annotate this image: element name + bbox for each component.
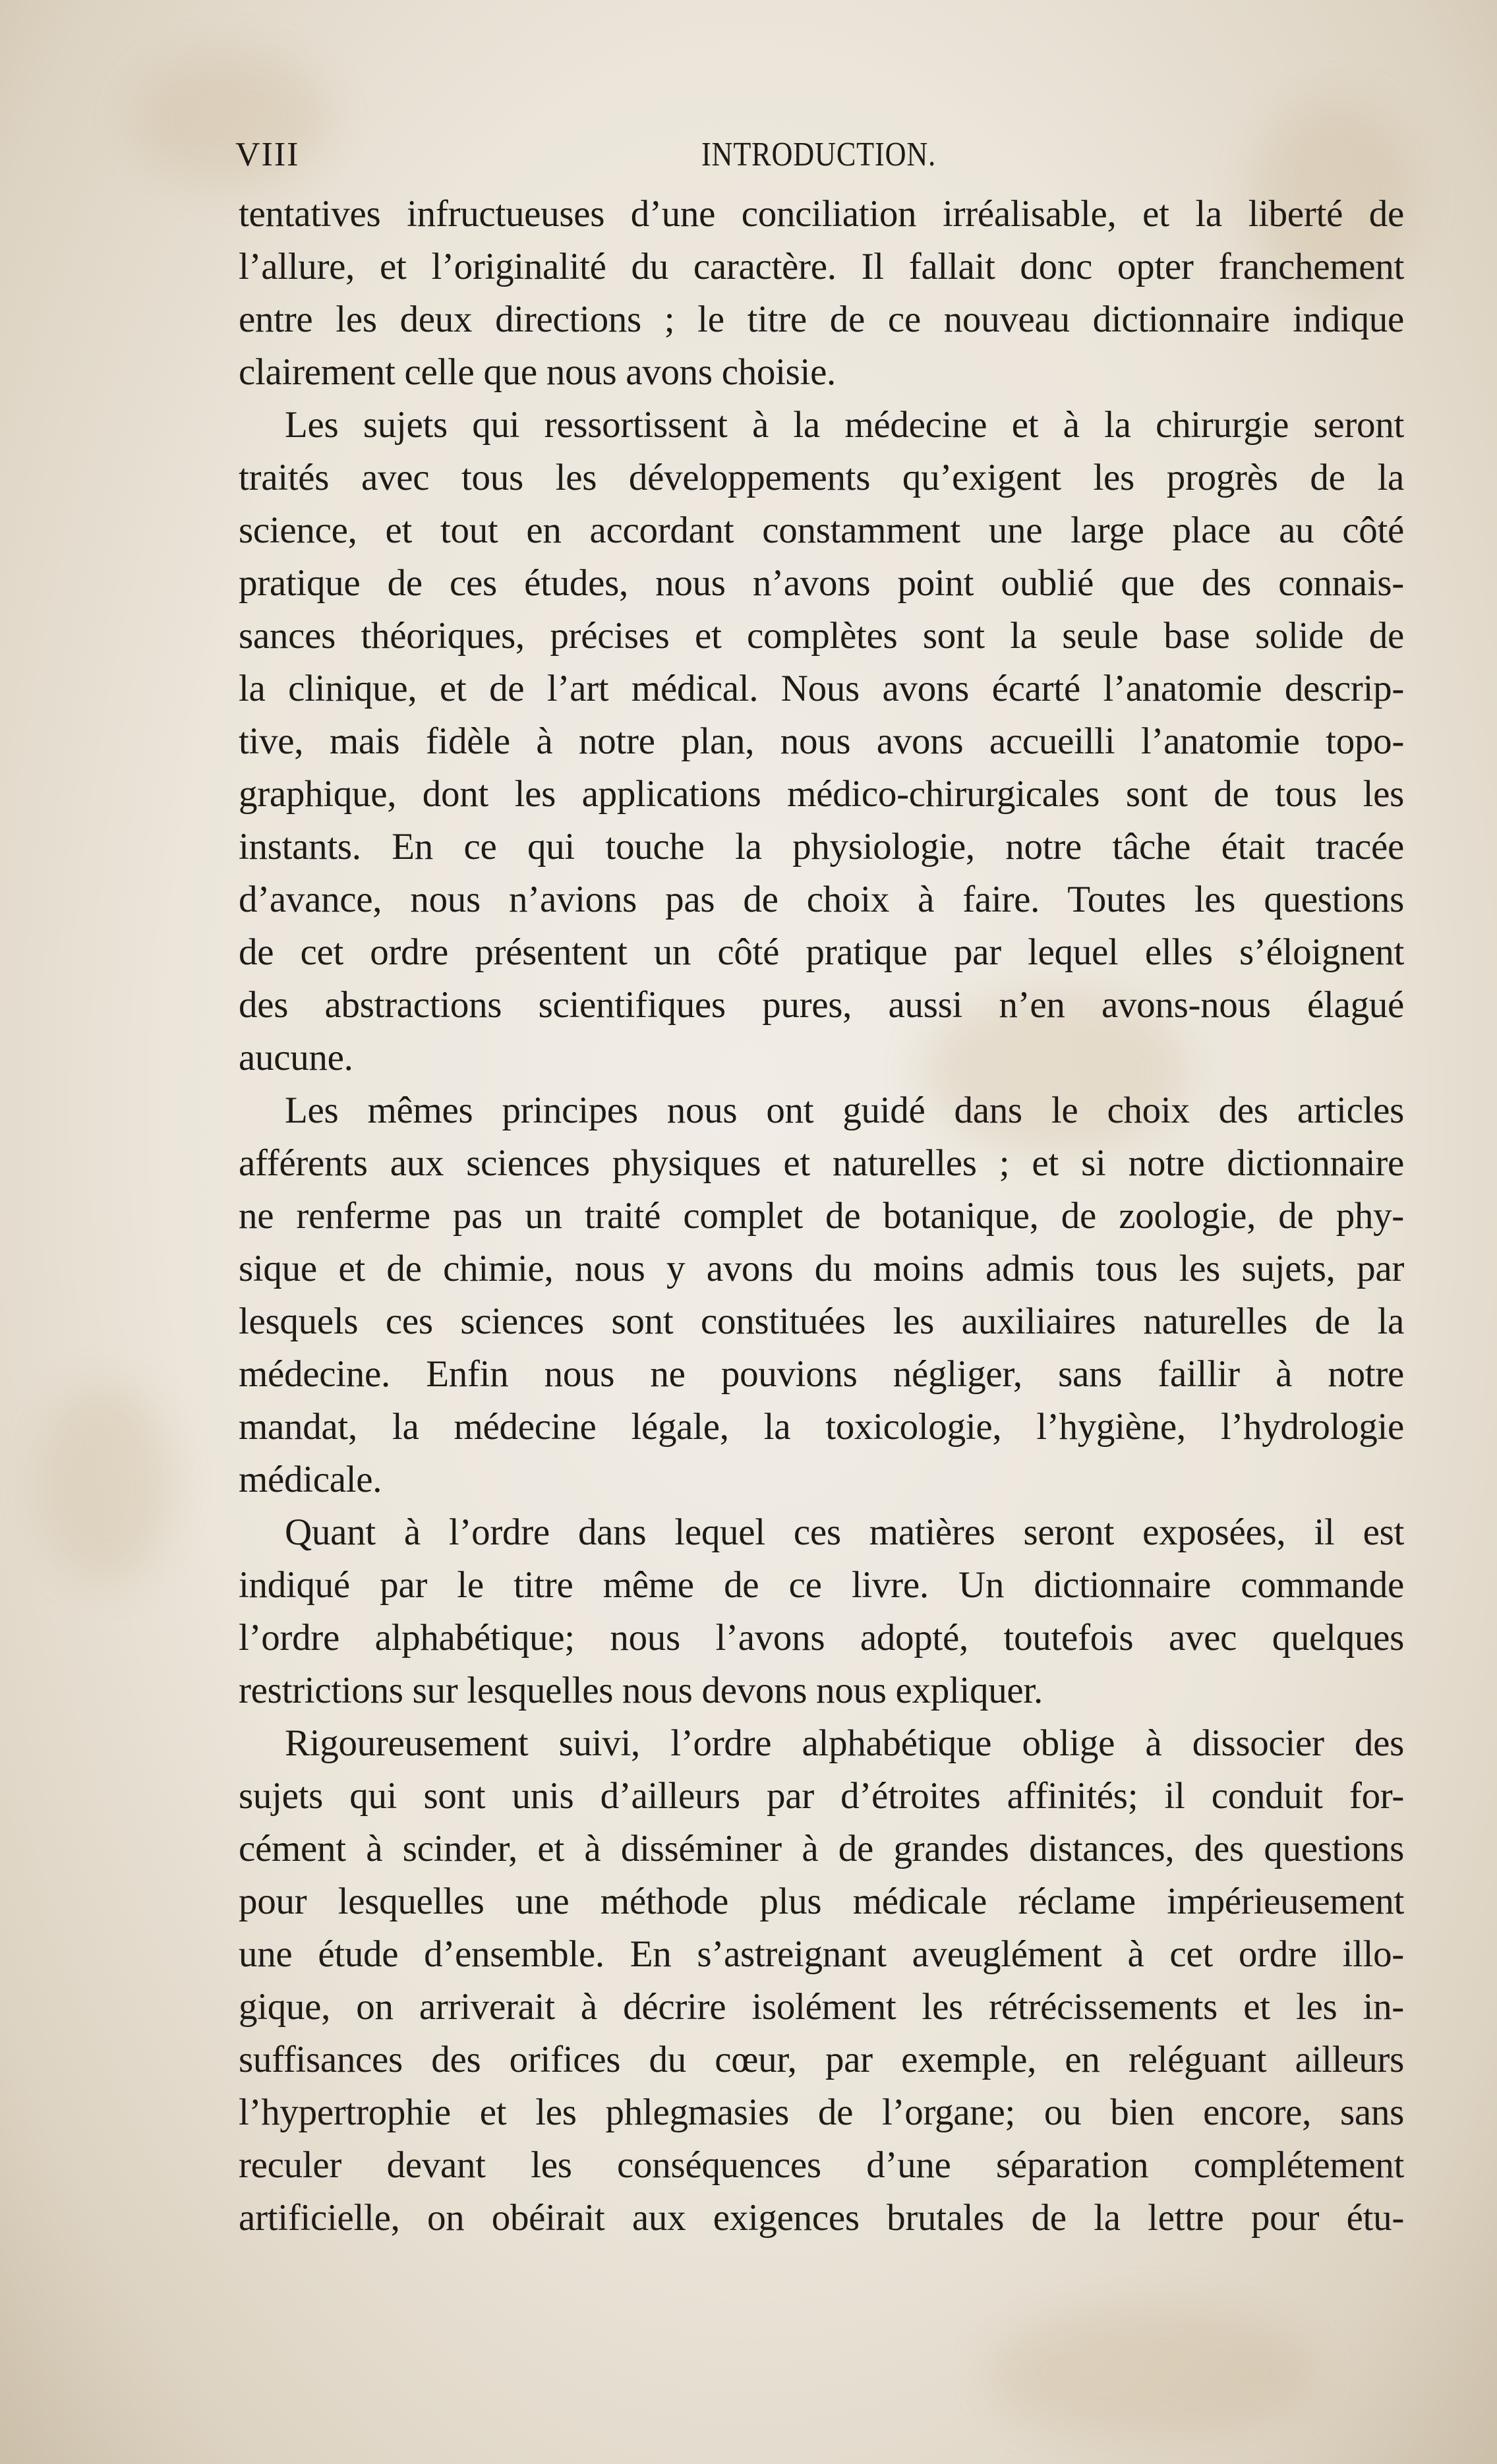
page-body-text [239,188,1404,2244]
text-line: afférents aux sciences physiques et naturelles ; et si notre dictionnaire [239,1142,1404,1184]
text-line: des abstractions scientifiques pures, aussi n’en avons-nous élagué [239,984,1404,1026]
text-line: l’ordre alphabétique; nous l’avons adopté, toutefois avec quelques [239,1617,1404,1658]
page-header [235,135,1402,181]
text-line: sique et de chimie, nous y avons du moins admis tous les sujets, par [239,1248,1404,1289]
text-line: pratique de ces études, nous n’avons point oublié que des connais- [239,562,1404,604]
text-line: indiqué par le titre même de ce livre. Un dictionnaire commande [239,1564,1404,1606]
text-line: d’avance, nous n’avions pas de choix à faire. Toutes les questions [239,879,1404,920]
text-line: traités avec tous les développements qu’exigent les progrès de la [239,457,1404,498]
text-line: cément à scinder, et à disséminer à de grandes distances, des questions [239,1828,1404,1869]
text-line: sances théoriques, précises et complètes sont la seule base solide de [239,615,1404,657]
text-line: lesquels ces sciences sont constituées les auxiliaires naturelles de la [239,1301,1404,1342]
text-line: la clinique, et de l’art médical. Nous avons écarté l’anatomie descrip- [239,668,1404,709]
text-line: l’hypertrophie et les phlegmasies de l’organe; ou bien encore, sans [239,2092,1404,2133]
text-line: médicale. [239,1459,382,1500]
text-line: science, et tout en accordant constamment une large place au côté [239,510,1404,551]
text-line: ne renferme pas un traité complet de botanique, de zoologie, de phy- [239,1195,1404,1237]
paper-stain [40,1384,171,1582]
text-line: clairement celle que nous avons choisie. [239,351,837,393]
text-line: Rigoureusement suivi, l’ordre alphabétique oblige à dissocier des [285,1722,1404,1764]
text-line: Les mêmes principes nous ont guidé dans le choix des articles [285,1090,1404,1131]
text-line: Quant à l’ordre dans lequel ces matières seront exposées, il est [285,1511,1404,1553]
text-line: artificielle, on obéirait aux exigences brutales de la lettre pour étu- [239,2197,1404,2239]
text-line: pour lesquelles une méthode plus médicale réclame impérieusement [239,1881,1404,1922]
running-title: INTRODUCTION. [701,136,937,173]
text-line: graphique, dont les applications médico-chirurgicales sont de tous les [239,773,1404,815]
text-line: une étude d’ensemble. En s’astreignant aveuglément à cet ordre illo- [239,1933,1404,1975]
text-line: suffisances des orifices du cœur, par exemple, en reléguant ailleurs [239,2039,1404,2080]
text-line: restrictions sur lesquelles nous devons nous expliquer. [239,1670,1043,1711]
text-line: reculer devant les conséquences d’une séparation complétement [239,2144,1404,2186]
text-line: médecine. Enfin nous ne pouvions négliger, sans faillir à notre [239,1353,1404,1395]
text-line: sujets qui sont unis d’ailleurs par d’étroites affinités; il conduit for- [239,1775,1404,1817]
page-number: VIII [235,136,300,173]
text-line: aucune. [239,1037,353,1078]
text-line: mandat, la médecine légale, la toxicologie, l’hygiène, l’hydrologie [239,1406,1404,1448]
text-line: tentatives infructueuses d’une conciliation irréalisable, et la liberté de [239,193,1404,235]
text-line: tive, mais fidèle à notre plan, nous avons accueilli l’anatomie topo- [239,720,1404,762]
text-line: Les sujets qui ressortissent à la médecine et à la chirurgie seront [285,404,1404,446]
text-line: l’allure, et l’originalité du caractère. Il fallait donc opter franchement [239,246,1404,287]
text-line: instants. En ce qui touche la physiologie, notre tâche était tracée [239,826,1404,867]
text-line: de cet ordre présentent un côté pratique par lequel elles s’éloignent [239,931,1404,973]
paper-stain [989,2307,1318,2439]
text-line: entre les deux directions ; le titre de ce nouveau dictionnaire indique [239,299,1404,340]
text-line: gique, on arriverait à décrire isolément les rétrécissements et les in- [239,1986,1404,2028]
